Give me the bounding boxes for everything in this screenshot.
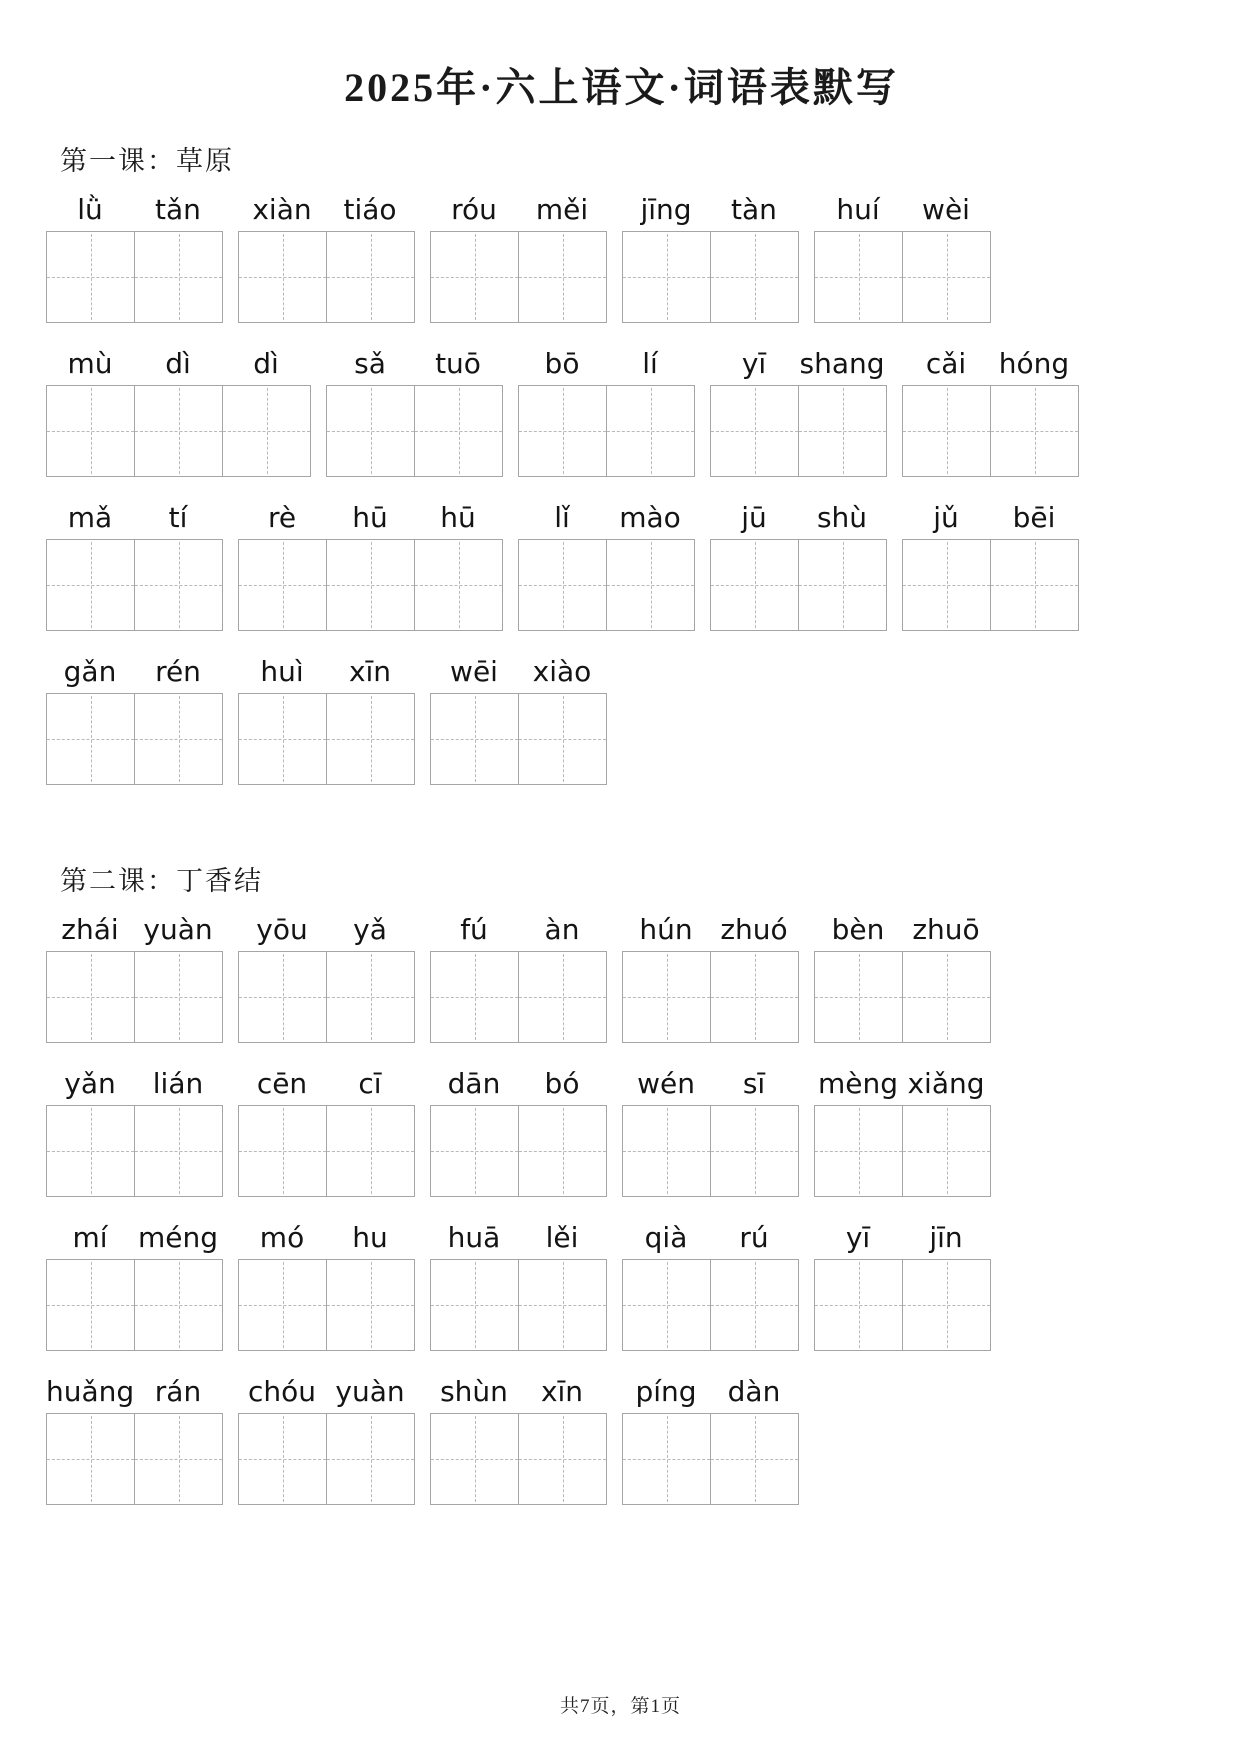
writing-cell — [239, 540, 327, 630]
pinyin-syllable: hu — [352, 1221, 388, 1255]
writing-cell — [47, 952, 135, 1042]
writing-cell — [711, 540, 799, 630]
pinyin-syllable: xīn — [540, 1375, 584, 1409]
writing-grid — [902, 539, 1079, 631]
pinyin-syllable: jīng — [640, 193, 692, 227]
writing-cell — [239, 1260, 327, 1350]
pinyin-syllable: zhuó — [720, 913, 788, 947]
pinyin-syllable: huǎng — [46, 1375, 135, 1409]
writing-cell — [327, 694, 414, 784]
writing-grid — [622, 951, 799, 1043]
word-row — [46, 1056, 1197, 1197]
writing-cell — [431, 952, 519, 1042]
writing-cell — [47, 1414, 135, 1504]
writing-cell — [711, 1414, 798, 1504]
word-row — [46, 490, 1197, 631]
word-group — [238, 182, 415, 323]
pinyin-syllable: tiáo — [343, 193, 397, 227]
pinyin-syllable: wén — [637, 1067, 695, 1101]
writing-cell — [239, 232, 327, 322]
pinyin-syllable: cī — [358, 1067, 382, 1101]
word-group — [814, 1056, 991, 1197]
word-group — [430, 182, 607, 323]
pinyin-row — [430, 1364, 607, 1413]
pinyin-syllable: píng — [635, 1375, 697, 1409]
writing-cell — [991, 540, 1078, 630]
pinyin-row — [622, 1056, 799, 1105]
writing-grid — [46, 693, 223, 785]
pinyin-syllable: jū — [741, 501, 767, 535]
word-row — [46, 644, 1197, 785]
pinyin-row — [622, 902, 799, 951]
writing-cell — [239, 1106, 327, 1196]
writing-cell — [519, 1106, 606, 1196]
word-group — [622, 902, 799, 1043]
pinyin-row — [622, 1364, 799, 1413]
word-group — [622, 1364, 799, 1505]
writing-cell — [623, 232, 711, 322]
pinyin-row — [238, 1364, 415, 1413]
writing-cell — [519, 1260, 606, 1350]
word-group — [518, 490, 695, 631]
pinyin-row — [814, 182, 991, 231]
writing-grid — [238, 231, 415, 323]
pinyin-syllable: àn — [544, 913, 580, 947]
pinyin-syllable: bō — [544, 347, 580, 381]
writing-cell — [135, 386, 223, 476]
writing-cell — [47, 540, 135, 630]
pinyin-row — [46, 644, 223, 693]
writing-cell — [519, 386, 607, 476]
pinyin-row — [710, 336, 887, 385]
writing-cell — [815, 232, 903, 322]
pinyin-syllable: tǎn — [155, 193, 201, 227]
pinyin-syllable: cēn — [256, 1067, 308, 1101]
writing-cell — [135, 694, 222, 784]
pinyin-syllable: rén — [155, 655, 201, 689]
word-row — [46, 1364, 1197, 1505]
word-group — [238, 1056, 415, 1197]
lesson-heading: 第二课：丁香结 — [60, 866, 263, 896]
writing-cell — [431, 1414, 519, 1504]
pinyin-syllable: rú — [739, 1221, 769, 1255]
pinyin-row — [902, 336, 1079, 385]
lesson-section-1 — [46, 139, 1197, 785]
pinyin-syllable: zhuō — [912, 913, 980, 947]
pinyin-syllable: sǎ — [354, 347, 386, 381]
writing-grid — [710, 539, 887, 631]
writing-cell — [519, 694, 606, 784]
pinyin-syllable: méng — [137, 1221, 219, 1255]
writing-grid — [622, 1413, 799, 1505]
writing-grid — [46, 539, 223, 631]
pinyin-syllable: jǔ — [933, 501, 959, 535]
pinyin-syllable: sī — [742, 1067, 766, 1101]
writing-grid — [46, 1259, 223, 1351]
writing-grid — [902, 385, 1079, 477]
pinyin-syllable: měi — [535, 193, 589, 227]
writing-cell — [327, 1414, 414, 1504]
word-row — [46, 182, 1197, 323]
word-group — [46, 490, 223, 631]
word-group — [46, 1364, 223, 1505]
writing-cell — [903, 232, 990, 322]
writing-cell — [815, 1106, 903, 1196]
pinyin-syllable: lěi — [545, 1221, 579, 1255]
word-row — [46, 1210, 1197, 1351]
pinyin-row — [518, 490, 695, 539]
pinyin-syllable: mù — [67, 347, 113, 381]
writing-cell — [431, 1260, 519, 1350]
writing-grid — [622, 1259, 799, 1351]
writing-grid — [430, 231, 607, 323]
writing-grid — [238, 1105, 415, 1197]
pinyin-syllable: xiàn — [252, 193, 312, 227]
pinyin-syllable: hóng — [998, 347, 1070, 381]
pinyin-syllable: hún — [639, 913, 693, 947]
writing-cell — [903, 540, 991, 630]
writing-grid — [518, 385, 695, 477]
word-group — [430, 1364, 607, 1505]
writing-cell — [903, 952, 990, 1042]
pinyin-row — [46, 182, 223, 231]
writing-grid — [46, 231, 223, 323]
word-group — [902, 336, 1079, 477]
writing-cell — [135, 232, 222, 322]
pinyin-syllable: tàn — [731, 193, 777, 227]
writing-cell — [519, 1414, 606, 1504]
writing-cell — [223, 386, 310, 476]
word-group — [430, 1210, 607, 1351]
word-group — [238, 644, 415, 785]
pinyin-syllable: rè — [267, 501, 297, 535]
pinyin-row — [814, 1210, 991, 1259]
pinyin-syllable: mǎ — [67, 501, 113, 535]
pinyin-syllable: mó — [259, 1221, 305, 1255]
pinyin-row — [238, 1210, 415, 1259]
writing-cell — [239, 694, 327, 784]
writing-cell — [135, 540, 222, 630]
writing-cell — [327, 1260, 414, 1350]
pinyin-syllable: mí — [72, 1221, 108, 1255]
writing-grid — [46, 1105, 223, 1197]
word-group — [710, 490, 887, 631]
writing-cell — [623, 1106, 711, 1196]
pinyin-syllable: huí — [836, 193, 880, 227]
word-group — [46, 644, 223, 785]
writing-cell — [47, 694, 135, 784]
writing-grid — [46, 385, 311, 477]
writing-grid — [46, 1413, 223, 1505]
pinyin-syllable: yuàn — [143, 913, 213, 947]
pinyin-syllable: jīn — [929, 1221, 963, 1255]
writing-grid — [430, 1259, 607, 1351]
writing-cell — [327, 232, 414, 322]
writing-grid — [814, 231, 991, 323]
writing-cell — [623, 952, 711, 1042]
pinyin-syllable: hū — [440, 501, 476, 535]
word-group — [622, 1056, 799, 1197]
pinyin-syllable: bó — [544, 1067, 580, 1101]
pinyin-row — [238, 1056, 415, 1105]
word-group — [238, 490, 503, 631]
pinyin-row — [710, 490, 887, 539]
writing-cell — [711, 1260, 798, 1350]
pinyin-row — [430, 1210, 607, 1259]
word-group — [46, 336, 311, 477]
word-group — [710, 336, 887, 477]
pinyin-syllable: dì — [165, 347, 191, 381]
pinyin-row — [622, 182, 799, 231]
word-group — [814, 1210, 991, 1351]
writing-cell — [711, 386, 799, 476]
writing-cell — [711, 1106, 798, 1196]
writing-cell — [327, 386, 415, 476]
pinyin-syllable: yī — [741, 347, 767, 381]
writing-grid — [238, 539, 503, 631]
word-group — [238, 902, 415, 1043]
pinyin-syllable: lián — [152, 1067, 204, 1101]
writing-cell — [903, 1106, 990, 1196]
writing-grid — [238, 951, 415, 1043]
writing-cell — [903, 386, 991, 476]
writing-grid — [814, 1105, 991, 1197]
pinyin-syllable: qià — [644, 1221, 688, 1255]
pinyin-syllable: lí — [642, 347, 658, 381]
pinyin-syllable: dàn — [727, 1375, 781, 1409]
writing-grid — [814, 951, 991, 1043]
writing-cell — [327, 540, 415, 630]
pinyin-row — [814, 1056, 991, 1105]
page-title: 2025年·六上语文·词语表默写 — [344, 65, 899, 110]
pinyin-syllable: xiǎng — [907, 1067, 985, 1101]
pinyin-syllable: mèng — [817, 1067, 899, 1101]
writing-cell — [47, 386, 135, 476]
pinyin-row — [430, 644, 607, 693]
pinyin-syllable: gǎn — [63, 655, 117, 689]
word-row — [46, 336, 1197, 477]
word-group — [326, 336, 503, 477]
word-group — [46, 1210, 223, 1351]
word-group — [46, 902, 223, 1043]
writing-cell — [991, 386, 1078, 476]
lesson-section-2 — [46, 859, 1197, 1505]
writing-grid — [238, 693, 415, 785]
writing-grid — [430, 951, 607, 1043]
pinyin-row — [238, 644, 415, 693]
writing-cell — [799, 540, 886, 630]
writing-grid — [710, 385, 887, 477]
writing-cell — [135, 1106, 222, 1196]
writing-cell — [239, 952, 327, 1042]
pinyin-syllable: wēi — [450, 655, 498, 689]
word-group — [622, 182, 799, 323]
word-group — [430, 644, 607, 785]
page-footer: 共7页，第1页 — [559, 1696, 681, 1717]
writing-cell — [799, 386, 886, 476]
writing-grid — [238, 1259, 415, 1351]
pinyin-syllable: yuàn — [335, 1375, 405, 1409]
writing-cell — [519, 540, 607, 630]
pinyin-syllable: cǎi — [925, 347, 967, 381]
pinyin-row — [46, 1364, 223, 1413]
writing-cell — [135, 952, 222, 1042]
word-group — [518, 336, 695, 477]
pinyin-syllable: hū — [352, 501, 388, 535]
writing-cell — [815, 952, 903, 1042]
pinyin-syllable: mào — [619, 501, 681, 535]
pinyin-syllable: shù — [816, 501, 868, 535]
pinyin-syllable: bèn — [831, 913, 885, 947]
pinyin-row — [46, 902, 223, 951]
pinyin-syllable: wèi — [922, 193, 970, 227]
writing-cell — [415, 540, 502, 630]
pinyin-syllable: dì — [253, 347, 279, 381]
writing-cell — [607, 540, 694, 630]
writing-grid — [326, 385, 503, 477]
pinyin-row — [814, 902, 991, 951]
pinyin-syllable: tí — [168, 501, 188, 535]
writing-grid — [430, 693, 607, 785]
pinyin-syllable: xiào — [532, 655, 592, 689]
pinyin-row — [238, 902, 415, 951]
pinyin-syllable: lǜ — [77, 193, 103, 227]
pinyin-syllable: lǐ — [554, 501, 570, 535]
writing-cell — [47, 232, 135, 322]
word-group — [430, 902, 607, 1043]
writing-grid — [518, 539, 695, 631]
writing-cell — [327, 952, 414, 1042]
pinyin-row — [622, 1210, 799, 1259]
pinyin-syllable: chóu — [247, 1375, 317, 1409]
pinyin-syllable: shang — [799, 347, 885, 381]
pinyin-syllable: yī — [845, 1221, 871, 1255]
pinyin-row — [46, 1056, 223, 1105]
pinyin-syllable: dān — [447, 1067, 501, 1101]
word-group — [902, 490, 1079, 631]
pinyin-row — [430, 1056, 607, 1105]
pinyin-row — [430, 902, 607, 951]
writing-cell — [415, 386, 502, 476]
writing-cell — [607, 386, 694, 476]
writing-grid — [814, 1259, 991, 1351]
writing-cell — [47, 1106, 135, 1196]
writing-cell — [431, 694, 519, 784]
lessons — [46, 139, 1197, 1505]
pinyin-row — [238, 182, 415, 231]
pinyin-syllable: yōu — [256, 913, 308, 947]
pinyin-row — [46, 336, 311, 385]
writing-cell — [47, 1260, 135, 1350]
writing-cell — [711, 952, 798, 1042]
word-group — [430, 1056, 607, 1197]
word-group — [814, 902, 991, 1043]
word-group — [622, 1210, 799, 1351]
pinyin-syllable: shùn — [440, 1375, 508, 1409]
writing-grid — [622, 1105, 799, 1197]
writing-cell — [623, 1260, 711, 1350]
writing-cell — [327, 1106, 414, 1196]
word-group — [238, 1210, 415, 1351]
pinyin-row — [430, 182, 607, 231]
pinyin-syllable: huì — [260, 655, 304, 689]
writing-cell — [519, 952, 606, 1042]
pinyin-syllable: bēi — [1012, 501, 1056, 535]
pinyin-row — [46, 490, 223, 539]
pinyin-syllable: yǎn — [64, 1067, 116, 1101]
writing-cell — [135, 1414, 222, 1504]
writing-cell — [519, 232, 606, 322]
writing-cell — [239, 1414, 327, 1504]
writing-grid — [622, 231, 799, 323]
pinyin-syllable: zhái — [61, 913, 119, 947]
writing-cell — [431, 1106, 519, 1196]
writing-grid — [238, 1413, 415, 1505]
writing-cell — [815, 1260, 903, 1350]
lesson-heading: 第一课：草原 — [60, 146, 234, 176]
pinyin-syllable: róu — [451, 193, 497, 227]
writing-cell — [135, 1260, 222, 1350]
word-group — [46, 1056, 223, 1197]
pinyin-syllable: xīn — [348, 655, 392, 689]
writing-cell — [903, 1260, 990, 1350]
word-group — [238, 1364, 415, 1505]
pinyin-syllable: yǎ — [353, 913, 387, 947]
pinyin-row — [326, 336, 503, 385]
word-row — [46, 902, 1197, 1043]
pinyin-syllable: fú — [460, 913, 488, 947]
word-group — [814, 182, 991, 323]
writing-grid — [430, 1413, 607, 1505]
pinyin-row — [902, 490, 1079, 539]
pinyin-row — [46, 1210, 223, 1259]
pinyin-row — [238, 490, 503, 539]
word-group — [46, 182, 223, 323]
writing-cell — [623, 1414, 711, 1504]
pinyin-row — [518, 336, 695, 385]
writing-cell — [711, 232, 798, 322]
writing-grid — [430, 1105, 607, 1197]
pinyin-syllable: tuō — [435, 347, 481, 381]
pinyin-syllable: rán — [154, 1375, 202, 1409]
writing-cell — [431, 232, 519, 322]
pinyin-syllable: huā — [447, 1221, 501, 1255]
writing-grid — [46, 951, 223, 1043]
